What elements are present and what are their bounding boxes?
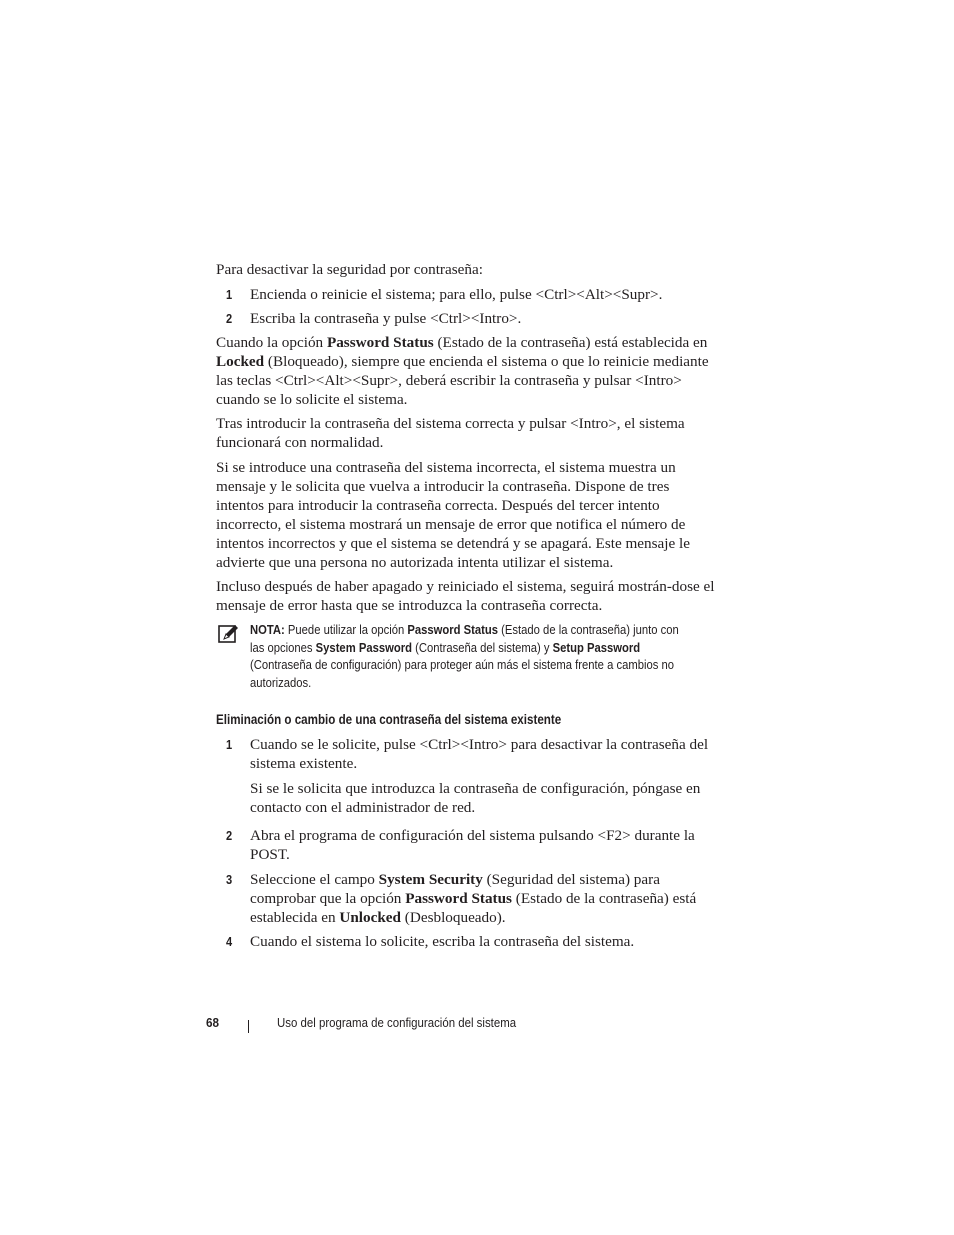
step-text: Cuando el sistema lo solicite, escriba la contraseña del sistema. [250, 933, 635, 950]
step-number: 1 [226, 287, 233, 302]
locked-paragraph: Cuando la opción Password Status (Estado de la contraseña) está establecida en Locked (Bloqueado), siempre que encienda el sistema o que lo reinicie mediante las teclas <Ctrl><Alt><Supr>, deberá escribir la contraseña y pulsar <Intro> cuando se lo solicite el sistema. [216, 334, 709, 408]
step-text: Seleccione el campo System Security (Seguridad del sistema) para comprobar que la opción Password Status (Estado de la contraseña) está establecida en Unlocked (Desbloqueado). [250, 871, 697, 926]
step-text: Escriba la contraseña y pulse <Ctrl><Intro>. [250, 310, 522, 327]
step-number: 2 [226, 828, 233, 843]
note-text: NOTA: Puede utilizar la opción Password Status (Estado de la contraseña) junto con las opciones System Password (Contraseña del sistema) y Setup Password (Contraseña de configuración) para proteger aún más el sistema frente a cambios no autorizados. [250, 623, 679, 690]
page-footer [0, 1015, 954, 1035]
step-subtext: Si se le solicita que introduzca la contraseña de configuración, póngase en contacto con el administrador de red. [250, 780, 701, 816]
after-password-paragraph: Tras introducir la contraseña del sistema correcta y pulsar <Intro>, el sistema funcionará con normalidad. [216, 415, 685, 451]
intro-paragraph: Para desactivar la seguridad por contraseña: [216, 261, 483, 278]
footer-chapter-title: Uso del programa de configuración del sistema [277, 1015, 517, 1030]
pencil-note-icon [218, 624, 240, 644]
restart-paragraph: Incluso después de haber apagado y reiniciado el sistema, seguirá mostrán-dose el mensaje de error hasta que se introduzca la contraseña correcta. [216, 578, 715, 614]
step-text: Abra el programa de configuración del sistema pulsando <F2> durante la POST. [250, 827, 695, 863]
step-text: Cuando se le solicite, pulse <Ctrl><Intro> para desactivar la contraseña del sistema existente. [250, 736, 709, 772]
incorrect-password-paragraph: Si se introduce una contraseña del sistema incorrecta, el sistema muestra un mensaje y le solicita que vuelva a introducir la contraseña. Dispone de tres intentos para introducir la contraseña correcta. Después del tercer intento incorrecto, el sistema mostrará un mensaje de error que notifica el número de intentos incorrectos y que el sistema se detendrá y se apagará. Este mensaje le advierte que una persona no autorizada intenta utilizar el sistema. [216, 459, 691, 571]
step-number: 1 [226, 737, 233, 752]
footer-divider [248, 1020, 249, 1033]
step-number: 4 [226, 934, 233, 949]
page-number: 68 [206, 1015, 220, 1030]
section-heading: Eliminación o cambio de una contraseña del sistema existente [216, 712, 562, 727]
step-number: 3 [226, 872, 233, 887]
step-text: Encienda o reinicie el sistema; para ello, pulse <Ctrl><Alt><Supr>. [250, 286, 663, 303]
step-number: 2 [226, 311, 233, 326]
